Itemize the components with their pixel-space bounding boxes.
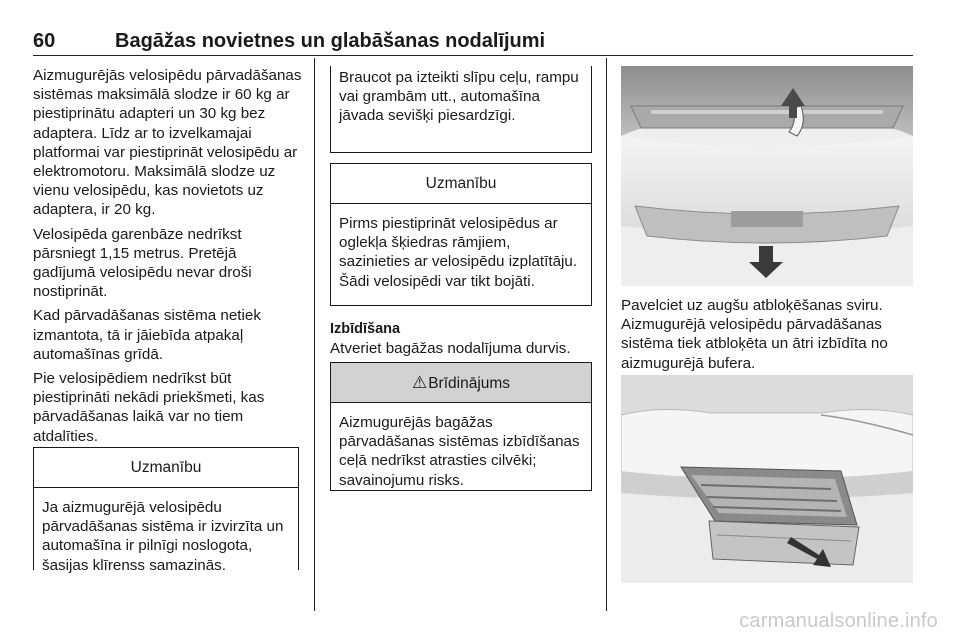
continued-notice-body: Braucot pa izteikti slīpu ceļu, rampu vai grambām utt., automašīna jāvada sevišķi piesardzīgi. bbox=[339, 69, 579, 125]
section-heading: Izbīdīšana bbox=[330, 321, 401, 337]
watermark: carmanualsonline.info bbox=[739, 610, 938, 632]
column-divider-left bbox=[314, 58, 315, 611]
body-paragraph: Kad pārvadāšanas sistēma netiek izmantota, tā ir jāiebīda atpakaļ automašīnas grīdā. bbox=[33, 307, 261, 363]
section-text: Atveriet bagāžas nodalījuma durvis. bbox=[330, 340, 571, 358]
notice-box-body: Ja aizmugurējā velosipēdu pārvadāšanas sistēma ir izvirzīta un automašīna ir pilnīgi noslogota, šasijas klīrenss samazinās. bbox=[42, 499, 284, 574]
warning-box bbox=[330, 362, 592, 491]
carrier-extended-drawing bbox=[621, 375, 913, 583]
continued-notice-box bbox=[330, 66, 592, 153]
page-number: 60 bbox=[33, 30, 56, 52]
body-paragraph: Aizmugurējās velosipēdu pārvadāšanas sistēmas maksimālā slodze ir 60 kg ar piestiprinātu adapteri un 30 kg bez adaptera. Līdz ar to izvelkamajai platformai var piestiprināt velosipēdu ar elektromotoru. Maksimālā slodze uz vienu velosipēdu, kas novietots uz adaptera, ir 20 kg. bbox=[33, 67, 302, 219]
illustration-unlock-lever bbox=[621, 66, 913, 286]
caption-text: Pavelciet uz augšu atbloķēšanas sviru. Aizmugurējā velosipēdu pārvadāšanas sistēma tiek atbloķēta un ātri izbīdīta no aizmugurējā bufera. bbox=[621, 297, 888, 372]
notice-box-heading: Uzmanību bbox=[34, 448, 298, 488]
column-divider-right bbox=[606, 58, 607, 611]
illustration-caption bbox=[621, 296, 913, 373]
body-paragraph: Velosipēda garenbāze nedrīkst pārsniegt 1,15 metrus. Pretējā gadījumā velosipēdu nevar droši nostiprināt. bbox=[33, 225, 252, 301]
column-1-text bbox=[33, 66, 303, 451]
notice-box-carbon-frames bbox=[330, 163, 592, 306]
warning-box-heading bbox=[331, 363, 591, 403]
section-extension bbox=[330, 318, 592, 358]
warning-heading-text: Brīdinājums bbox=[428, 375, 511, 392]
illustration-carrier-extended bbox=[621, 375, 913, 583]
notice-box-heading: Uzmanību bbox=[331, 164, 591, 204]
warning-box-body: Aizmugurējās bagāžas pārvadāšanas sistēmas izbīdīšanas ceļā nedrīkst atrasties cilvēki; savainojumu risks. bbox=[339, 414, 580, 489]
notice-box-ground-clearance bbox=[33, 447, 299, 574]
page-title: Bagāžas novietnes un glabāšanas nodalījumi bbox=[115, 30, 546, 52]
body-paragraph: Pie velosipēdiem nedrīkst būt piestiprināti nekādi priekšmeti, kas pārvadāšanas laikā var no tiem atdalīties. bbox=[33, 370, 265, 445]
notice-box-body: Pirms piestiprināt velosipēdus ar oglekļa šķiedras rāmjiem, sazinieties ar velosipēdu izplatītāju. Šādi velosipēdi var tikt bojāti. bbox=[339, 215, 578, 290]
unlock-lever-drawing bbox=[621, 66, 913, 286]
warning-triangle-icon: ⚠ bbox=[411, 373, 428, 392]
page-header bbox=[33, 30, 913, 56]
